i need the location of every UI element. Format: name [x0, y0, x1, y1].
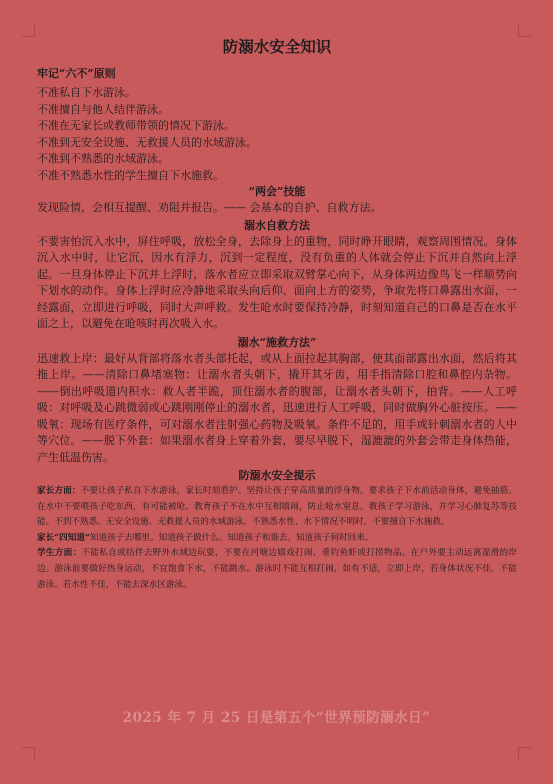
section-heading-six-nots: 牢记“六不”原则	[37, 67, 116, 80]
list-item: 不准到不熟悉的水域游泳。	[37, 152, 169, 165]
student-tips-text: 不能私自或结伴去野外水域边玩耍，不要在河塘边嬉戏打闹、垂钓鱼虾或打捞物品。在户外要主动远离湿滑的岸边。游泳前要做好热身运动，不宜饱食下水，不能跳水。游泳时不能互相打闹，如有不适，立即上岸，若身体状况不佳，不能游泳。若水性不佳，不能去深水区游泳。	[37, 548, 517, 590]
list-item: 不准不熟悉水性的学生擅自下水施救。	[37, 168, 224, 182]
four-knows-text: 知道孩子去哪里。知道孩子做什么。知道孩子和谁去。知道孩子何时回来。	[89, 532, 374, 543]
crop-mark-top-left	[22, 24, 35, 37]
rescue-methods-text: 迅速救上岸：最好从背部将落水者头部托起，或从上面拉起其胸部，使其面部露出水面，然后将其拖上岸。——清除口鼻堵塞物：让溺水者头朝下，撬开其牙齿，用手指清除口腔和鼻腔内杂物。——倒出呼吸道内积水：救人者半跪，顶住溺水者的腹部，让溺水者头朝下，拍背。——人工呼吸：对呼吸及心跳微弱或心跳刚刚停止的溺水者，迅速进行人工呼吸，同时做胸外心脏按压。——吸氧：现场有医疗条件，可对溺水者注射强心药物及吸氧。条件不足的，用手或针刺溺水者的人中等穴位。——脱下外套：如果溺水者身上穿着外套，要尽早脱下，湿漉漉的外套会带走身体热能，产生低温伤害。	[37, 351, 517, 464]
parent-tips-label: 家长方面：	[37, 486, 81, 496]
student-tips-paragraph	[37, 546, 517, 593]
four-knows-paragraph	[37, 531, 517, 547]
list-item: 不准在无家长或教师带领的情况下游泳。	[37, 119, 235, 132]
crop-mark-top-right	[518, 24, 531, 37]
list-item: 不准到无安全设施、无救援人员的水域游泳。	[37, 135, 257, 149]
six-nots-list	[37, 85, 517, 184]
section-heading-rescue-methods: 溺水“施救方法”	[237, 335, 317, 349]
footer-slogan: 2025 年 7 月 25 日是第五个“世界预防溺水日”	[122, 710, 431, 726]
section-heading-safety-tips: 防溺水安全提示	[238, 469, 316, 482]
four-knows-label: 家长“四知道”	[37, 532, 90, 543]
list-item: 不准擅自与他人结伴游泳。	[37, 102, 169, 116]
self-rescue-text: 不要害怕沉入水中，屏住呼吸，放松全身，去除身上的重物，同时睁开眼睛，观察周围情况。身体沉入水中时，让它沉，因水有浮力，沉到一定程度，没有负重的人体就会停止下沉并自然向上浮起。一旦身体停止下沉并上浮时，落水者应立即采取双臂掌心向下，从身体两边像鸟飞一样顺势向下划水的动作。身体上浮时应冷静地采取头向后仰、面向上方的姿势，争取先将口鼻露出水面，一经露面，立即进行呼吸，同时大声呼救。发生呛水时要保持冷静，时刻知道自己的口鼻是否在水平面之上，以避免在呛咳时再次吸入水。	[37, 234, 517, 330]
crop-mark-bottom-left	[22, 747, 35, 760]
page-title: 防溺水安全知识	[222, 37, 332, 56]
two-skills-text: 发现险情，会相互提醒、劝阻并报告。—— 会基本的自护、自救方法。	[37, 201, 382, 214]
parent-tips-paragraph	[37, 484, 517, 531]
crop-mark-bottom-right	[518, 747, 531, 760]
student-tips-label: 学生方面：	[37, 548, 82, 559]
list-item: 不准私自下水游泳。	[37, 86, 136, 99]
parent-tips-text: 不要让孩子私自下水游泳，家长时刻看护。坚持让孩子穿高质量的浮身物。要求孩子下水前活动身体，避免抽筋。在水中不要喂孩子吃东西，有可能被呛。教育孩子不在水中互相嬉闹，防止呛水窒息。教孩子学习游泳，并学习心肺复苏等技能。不到不熟悉、无安全设施、无救援人员的水域游泳。不熟悉水性、水下情况不明时，不要擅自下水施救。	[37, 486, 517, 528]
section-heading-self-rescue: 溺水自救方法	[244, 218, 310, 232]
section-heading-two-skills: “两会”技能	[248, 185, 306, 198]
document-content	[37, 36, 517, 593]
